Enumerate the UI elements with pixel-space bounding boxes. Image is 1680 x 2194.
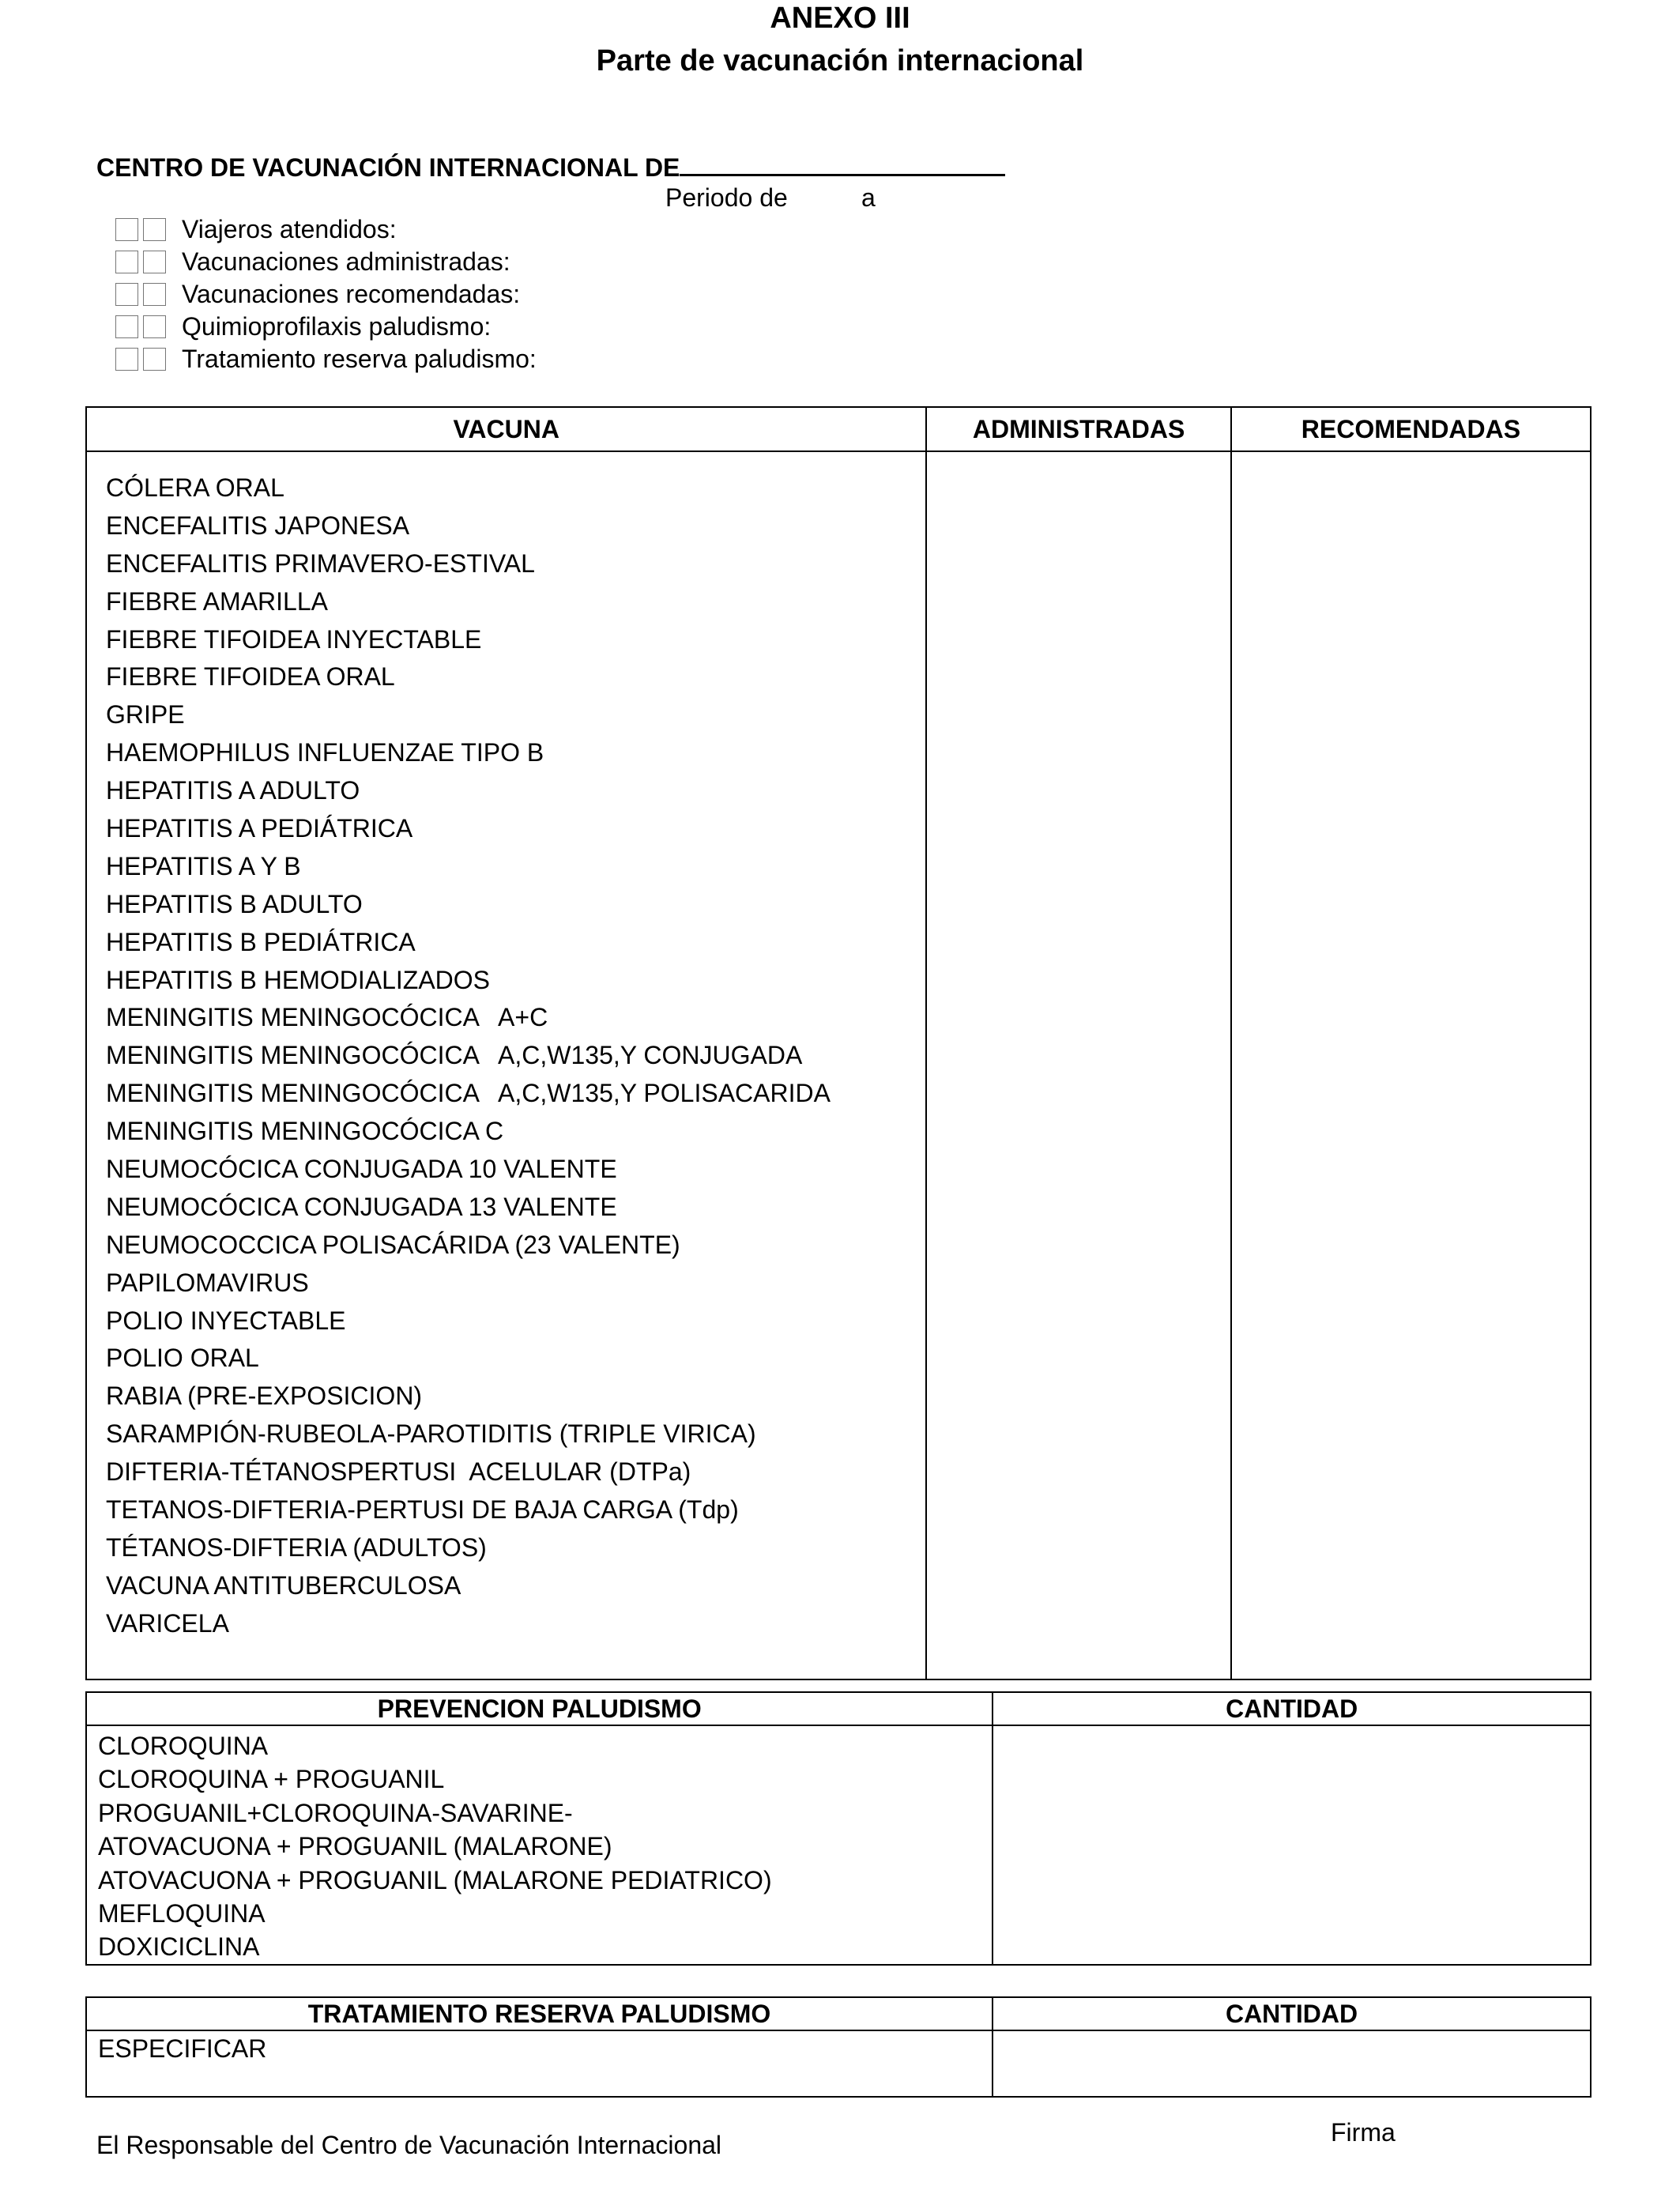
checkbox[interactable]	[115, 315, 138, 338]
checkbox[interactable]	[143, 348, 166, 371]
summary-label: Tratamiento reserva paludismo:	[182, 344, 537, 373]
column-header-recomendadas: RECOMENDADAS	[1231, 407, 1591, 451]
center-name-blank[interactable]	[680, 150, 1005, 176]
vaccine-item: POLIO INYECTABLE	[106, 1306, 346, 1335]
treatment-table	[85, 1996, 1591, 2098]
vaccine-item: FIEBRE TIFOIDEA ORAL	[106, 662, 395, 692]
checkbox-pair	[115, 315, 166, 338]
vaccine-item: HEPATITIS B ADULTO	[106, 889, 363, 918]
summary-row-recomendadas	[115, 278, 520, 310]
vaccine-item: HAEMOPHILUS INFLUENZAE TIPO B	[106, 738, 544, 767]
vaccine-item: SARAMPIÓN-RUBEOLA-PAROTIDITIS (TRIPLE VIRICA)	[106, 1419, 756, 1449]
column-header-vacuna: VACUNA	[86, 407, 926, 451]
vaccine-item: POLIO ORAL	[106, 1344, 259, 1373]
column-header-cantidad: CANTIDAD	[993, 1997, 1591, 2030]
treatment-quantity-cell[interactable]	[993, 2030, 1591, 2097]
checkbox-pair	[115, 218, 166, 241]
vaccine-item: ENCEFALITIS JAPONESA	[106, 511, 410, 540]
vaccine-item: MENINGITIS MENINGOCÓCICA A,C,W135,Y CONJUGADA	[106, 1041, 803, 1070]
vaccine-list	[106, 469, 925, 1643]
vaccine-table-header	[86, 407, 1591, 451]
prevention-list-cell	[86, 1725, 993, 1965]
prevention-item: CLOROQUINA	[98, 1732, 269, 1760]
vaccine-item: FIEBRE AMARILLA	[106, 586, 328, 616]
checkbox[interactable]	[115, 348, 138, 371]
checkbox[interactable]	[143, 315, 166, 338]
document-title: ANEXO III	[770, 2, 910, 35]
period-label: Periodo de	[665, 183, 788, 212]
vaccine-item: NEUMOCÓCICA CONJUGADA 13 VALENTE	[106, 1192, 617, 1221]
vaccine-item: PAPILOMAVIRUS	[106, 1268, 309, 1297]
checkbox-pair	[115, 251, 166, 273]
vaccine-item: TETANOS-DIFTERIA-PERTUSI DE BAJA CARGA (Tdp)	[106, 1495, 739, 1525]
column-header-prevencion: PREVENCION PALUDISMO	[86, 1692, 993, 1725]
vaccine-item: CÓLERA ORAL	[106, 473, 284, 502]
prevention-item: DOXICICLINA	[98, 1932, 260, 1962]
vaccine-table-body	[86, 451, 1591, 1679]
prevention-item: ATOVACUONA + PROGUANIL (MALARONE PEDIATRICO)	[98, 1865, 772, 1894]
summary-row-viajeros	[115, 213, 397, 245]
center-label: CENTRO DE VACUNACIÓN INTERNACIONAL DE	[96, 153, 680, 182]
administradas-entry-cell[interactable]	[926, 451, 1230, 1679]
summary-row-quimioprofilaxis	[115, 311, 491, 342]
column-header-administradas: ADMINISTRADAS	[926, 407, 1230, 451]
prevention-item: MEFLOQUINA	[98, 1898, 266, 1928]
checkbox[interactable]	[115, 283, 138, 306]
prevention-item: PROGUANIL+CLOROQUINA-SAVARINE-	[98, 1798, 573, 1827]
vaccine-item: FIEBRE TIFOIDEA INYECTABLE	[106, 624, 482, 654]
checkbox[interactable]	[143, 218, 166, 241]
prevention-table-header	[86, 1692, 1591, 1725]
checkbox[interactable]	[115, 251, 138, 273]
summary-row-administradas	[115, 246, 510, 277]
document-subtitle: Parte de vacunación internacional	[596, 44, 1084, 77]
checkbox[interactable]	[143, 251, 166, 273]
vaccine-item: ENCEFALITIS PRIMAVERO-ESTIVAL	[106, 548, 535, 578]
vaccine-item: DIFTERIA-TÉTANOSPERTUSI ACELULAR (DTPa)	[106, 1457, 691, 1487]
treatment-specify-cell: ESPECIFICAR	[86, 2030, 993, 2097]
vaccine-list-cell	[86, 451, 926, 1679]
prevention-item: ATOVACUONA + PROGUANIL (MALARONE)	[98, 1832, 612, 1861]
signature-label: Firma	[1331, 2118, 1396, 2147]
summary-label: Viajeros atendidos:	[182, 214, 397, 243]
prevention-item: CLOROQUINA + PROGUANIL	[98, 1765, 445, 1794]
summary-label: Vacunaciones recomendadas:	[182, 279, 521, 308]
vaccine-item: HEPATITIS A Y B	[106, 851, 301, 880]
vaccine-item: HEPATITIS B HEMODIALIZADOS	[106, 965, 490, 994]
summary-row-tratamiento	[115, 343, 537, 375]
checkbox[interactable]	[143, 283, 166, 306]
vaccine-item: HEPATITIS B PEDIÁTRICA	[106, 927, 416, 956]
period-to-label: a	[861, 183, 876, 212]
column-header-cantidad: CANTIDAD	[993, 1692, 1591, 1725]
vaccine-item: RABIA (PRE-EXPOSICION)	[106, 1382, 423, 1411]
vaccine-item: GRIPE	[106, 700, 185, 729]
column-header-tratamiento: TRATAMIENTO RESERVA PALUDISMO	[86, 1997, 993, 2030]
center-name-line	[96, 150, 1005, 183]
vaccine-item: NEUMOCÓCICA CONJUGADA 10 VALENTE	[106, 1155, 617, 1184]
vaccine-item: TÉTANOS-DIFTERIA (ADULTOS)	[106, 1532, 487, 1562]
vaccine-item: MENINGITIS MENINGOCÓCICA A+C	[106, 1003, 548, 1032]
checkbox[interactable]	[115, 218, 138, 241]
vaccine-item: MENINGITIS MENINGOCÓCICA A,C,W135,Y POLISACARIDA	[106, 1079, 831, 1108]
vaccine-item: VARICELA	[106, 1608, 229, 1638]
treatment-table-header	[86, 1997, 1591, 2030]
vaccine-item: HEPATITIS A ADULTO	[106, 776, 360, 805]
responsible-label: El Responsable del Centro de Vacunación Internacional	[96, 2131, 722, 2159]
summary-label: Vacunaciones administradas:	[182, 247, 510, 276]
vaccine-item: NEUMOCOCCICA POLISACÁRIDA (23 VALENTE)	[106, 1230, 680, 1259]
vaccine-item: HEPATITIS A PEDIÁTRICA	[106, 814, 413, 843]
checkbox-pair	[115, 283, 166, 306]
vaccine-item: VACUNA ANTITUBERCULOSA	[106, 1570, 461, 1600]
treatment-table-body	[86, 2030, 1591, 2097]
vaccine-table	[85, 406, 1591, 1680]
recomendadas-entry-cell[interactable]	[1231, 451, 1591, 1679]
prevention-quantity-cell[interactable]	[993, 1725, 1591, 1965]
checkbox-pair	[115, 348, 166, 371]
prevention-list	[98, 1729, 992, 1964]
prevention-table	[85, 1691, 1591, 1966]
prevention-table-body	[86, 1725, 1591, 1965]
summary-label: Quimioprofilaxis paludismo:	[182, 311, 492, 341]
vaccine-item: MENINGITIS MENINGOCÓCICA C	[106, 1117, 504, 1146]
